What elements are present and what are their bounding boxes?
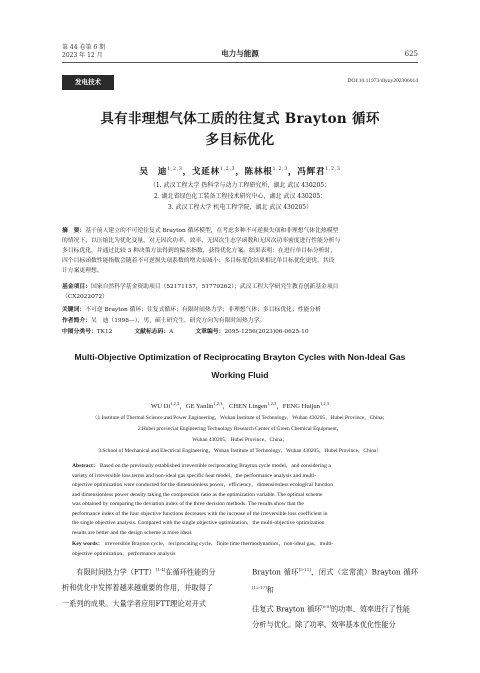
author-cn: 冯辉君 xyxy=(297,167,326,177)
header-rule xyxy=(62,62,418,63)
author-cn: 陈林根 xyxy=(244,167,273,177)
body-line: 有限时间热力学（FTT）[1-4]在循环性能的分 xyxy=(76,567,216,577)
affiliation-en-line: 3.School of Mechanical and Electrical Engineering，Wuhan Institute of Technology，Wuhan 430205，Hubei Province，China） xyxy=(98,448,382,454)
affiliations-chinese xyxy=(0,180,480,213)
affiliation-en-line: Wuhan 430205，Hubei Province，China； xyxy=(192,437,288,443)
author-en: GE Yanlin xyxy=(185,403,214,410)
affiliation-en-line: （1.Institute of Thermal Science and Power Engineering，Wuhan Institute of Technology，Wuhan 430205，Hubei Province，China； xyxy=(92,415,388,421)
article-number-label: 文章编号： xyxy=(195,329,225,335)
affiliation-en-line: 2.Hubei provincial Engineering Technology Research Center of Green Chemical Equipment， xyxy=(137,426,343,432)
author-sep: ， xyxy=(235,167,245,177)
abstract-english xyxy=(72,462,418,538)
abstract-cn-line: 计方案更理想。 xyxy=(62,268,103,274)
body-line: 往复式 Brayton 循环[6-8]的功率、效率进行了性能 xyxy=(252,603,411,614)
fund-label: 基金项目： xyxy=(62,284,91,290)
body-column-right xyxy=(252,562,418,633)
author-bio-label: 作者简介： xyxy=(62,318,91,324)
citation-sup: [1-4] xyxy=(155,567,166,572)
author-cn: 吴 迪 xyxy=(139,167,168,177)
author-bio-text: 吴 迪（1998—），男，硕士研究生，研究方向为有限时间热力学。 xyxy=(91,318,266,324)
abstract-en-label: Abstract： xyxy=(72,463,99,469)
abstract-en-line: results are better and the design scheme is more ideal. xyxy=(72,529,193,536)
title-cn-line-2: 多目标优化 xyxy=(205,132,275,148)
author-en: FENG Huijun xyxy=(282,403,320,410)
keywords-en-text: objective optimization，performance analysis xyxy=(72,550,176,557)
body-line: Brayton 循环[5-11]，闭式（定常流）Brayton 循环[12-17]和 xyxy=(252,567,418,595)
classification-codes xyxy=(62,327,418,337)
fund-text: 国家自然科学基金资助项目（52171157，51779262）；武汉工程大学研究生教育创新基金项目 xyxy=(91,284,339,290)
author-sep: ， xyxy=(179,403,186,410)
citation-sup: [6-8] xyxy=(321,603,331,609)
section-badge: 发电技术 xyxy=(62,75,114,90)
body-line: 析和优化中发挥着越来越重要的作用，并取得了 xyxy=(62,583,213,593)
affiliation-cn-line: 3. 武汉工程大学 机电工程学院，湖北 武汉 430205） xyxy=(167,204,313,211)
abstract-en-line: the single objective analysis. Compared with the single objective optimization，the multi-objective optimization xyxy=(72,520,325,526)
author-sep: ， xyxy=(276,403,283,410)
citation-sup: [12-17] xyxy=(252,585,267,591)
abstract-chinese xyxy=(62,226,418,276)
author-sep: ， xyxy=(222,403,229,410)
author-cn: 戈延林 xyxy=(191,167,220,177)
abstract-en-line: performance index of the four objective functions decreases with the increase of the irreversible loss coefficient in xyxy=(72,510,328,517)
authors-english xyxy=(0,400,480,410)
author-en: CHEN Lingen xyxy=(228,403,268,410)
keywords-chinese xyxy=(62,305,418,315)
abstract-cn-line: 摘 要：基于前人建立的不可逆往复式 Brayton 循环模型，在考虑多种不可逆损失项和非理想气体比热模型 xyxy=(62,228,339,234)
citation-sup: [5-11] xyxy=(298,567,311,572)
article-number: 2095-1256(2023)06-0625-10 xyxy=(224,329,309,335)
abstract-en-line: Abstract： Based on the previously established irreversible reciprocating Brayton cycle model，and considering a xyxy=(72,463,331,469)
doi: DOI:10.11973/dlyny202306014 xyxy=(347,78,418,84)
abstract-cn-line: 多目标优化，并通过比较 3 种决策方法得到的偏差指数，获得优化方案。结果表明：在进行单目标分析时， xyxy=(62,248,337,254)
doc-code-label: 文献标志码： xyxy=(134,329,170,335)
keywords-cn-text: 不可逆 Brayton 循环；往复式循环；有限时间热力学；非理想气体；多目标优化；性能分析 xyxy=(85,307,321,313)
abstract-cn-line: 的情况下，以压缩比为优化变量，对无因次功率、效率、无因次生态学函数和无因次功率密度进行性能分析与 xyxy=(62,238,341,244)
author-affil-sup: 1,2,3 xyxy=(267,400,277,406)
fund-text: （CX2022072） xyxy=(62,294,108,300)
affiliation-cn-line: （1. 武汉工程大学 热科学与动力工程研究所，湖北 武汉 430205； xyxy=(149,182,331,189)
affiliations-english xyxy=(40,413,440,457)
affiliation-cn-line: 2. 湖北省绿色化工装备工程技术研究中心，湖北 武汉 430205； xyxy=(153,193,327,200)
author-affil-sup: 1,2,3 xyxy=(272,167,289,173)
title-cn-line-1: 具有非理想气体工质的往复式 Brayton 循环 xyxy=(100,111,380,127)
body-line: 一系列的成果。大量学者应用FTT理论对开式 xyxy=(62,599,207,609)
body-column-left xyxy=(62,562,228,612)
doc-code: A xyxy=(169,329,174,335)
author-affil-sup: 1,2,3 xyxy=(167,167,183,173)
issue-date: 2023 年 12 月 xyxy=(62,52,103,59)
authors-chinese xyxy=(0,165,480,177)
keywords-en-label: Key words： xyxy=(72,541,104,547)
keywords-en-text: irreversible Brayton cycle，reciprocating cycle，finite time thermodynamics，non-ideal gas，multi- xyxy=(104,541,334,547)
abstract-en-line: variety of irreversible loss terms and non-ideal gas specific heat model，the performance analysis and multi- xyxy=(72,472,317,479)
abstract-en-line: objective optimization were conducted for the dimensionless power，efficiency，dimensionless ecological function xyxy=(72,482,334,488)
title-en-line-2: Working Fluid xyxy=(211,370,269,380)
author-affil-sup: 1,2,3 xyxy=(213,400,223,406)
page-number: 625 xyxy=(404,50,418,58)
clc-code: TK12 xyxy=(96,329,113,335)
author-affil-sup: 1,2,3 xyxy=(325,167,341,173)
volume-issue: 第 44 卷第 6 期 xyxy=(62,44,106,51)
abstract-cn-line: 四个目标函数性能指数会随着不可逆损失项系数的增大而减小；多目标优化结果相比单目标优化更优，其设 xyxy=(62,258,335,264)
author-sep: ， xyxy=(182,167,192,177)
keywords-cn-label: 关键词： xyxy=(62,307,86,313)
journal-name: 电力与能源 xyxy=(221,49,259,58)
author-affil-sup: 1,2,3 xyxy=(319,400,329,406)
body-line: 分析与优化。除了功率、效率基本优化性能分 xyxy=(252,620,396,630)
keywords-english xyxy=(72,540,418,559)
abstract-en-line: and dimensionless power density taking the compression ratio as the optimization variable. The optimal scheme xyxy=(72,491,323,498)
title-en-line-1: Multi-Objective Optimization of Reciprocating Brayton Cycles with Non-Ideal Gas xyxy=(74,352,406,362)
author-affil-sup: 1,2,3 xyxy=(219,167,236,173)
clc-label: 中图分类号： xyxy=(62,329,97,335)
author-bio xyxy=(62,316,418,326)
abstract-cn-label: 摘 要： xyxy=(62,228,86,234)
fund-project xyxy=(62,282,418,302)
abstract-en-line: was obtained by comparing the deviation index of the three decision methods. The results show that the xyxy=(72,501,304,507)
author-affil-sup: 1,2,3 xyxy=(170,400,180,406)
title-english xyxy=(50,348,430,384)
author-en: WU Di xyxy=(151,403,171,410)
title-chinese xyxy=(40,109,440,151)
author-sep: ， xyxy=(288,167,298,177)
